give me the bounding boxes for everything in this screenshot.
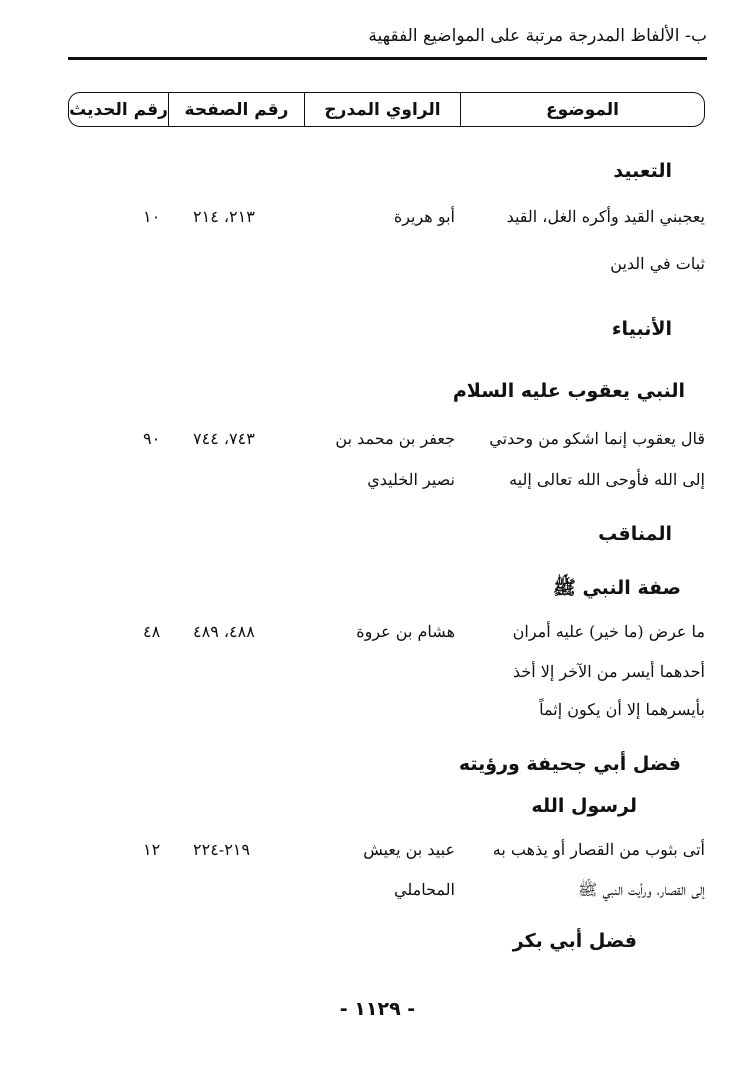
section-heading-taabud: التعبيد	[613, 160, 672, 182]
entry-row	[68, 207, 705, 237]
entry-hadith-number: ٩٠	[143, 429, 161, 448]
subsection-heading-sifat: صفة النبي ﷺ	[552, 577, 681, 599]
entry-narrator: المحاملي	[394, 880, 455, 899]
entry-text: بأيسرهما إلا أن يكون إثماً	[539, 700, 705, 719]
subsection-heading-abi-juhayfa: فضل أبي جحيفة ورؤيته	[458, 753, 681, 775]
entry-row	[68, 840, 705, 870]
entry-text: إلى القصار، ورأيت النبي ﷺ	[578, 880, 705, 899]
table-header	[68, 92, 705, 127]
section-heading-manaqib: المناقب	[598, 523, 672, 545]
entry-row-continued	[68, 700, 705, 730]
entry-narrator: هشام بن عروة	[356, 622, 455, 641]
entry-text: قال يعقوب إنما اشكو من وحدتي	[489, 429, 705, 448]
entry-row	[68, 622, 705, 652]
entry-narrator: عبيد بن يعيش	[363, 840, 455, 859]
entry-hadith-number: ١٢	[143, 840, 161, 859]
subsection-heading-abi-bakr: فضل أبي بكر	[512, 930, 637, 952]
entry-text: أتى بثوب من القصار أو يذهب به	[492, 840, 705, 859]
entry-pages: ٤٨٨، ٤٨٩	[193, 622, 255, 641]
entry-text: ما عرض (ما خير) عليه أمران	[512, 622, 705, 641]
subsection-heading-abi-juhayfa-cont: لرسول الله	[531, 795, 637, 817]
page-number: - ١١٢٩ -	[339, 998, 416, 1020]
entry-text: ثبات في الدين	[610, 254, 705, 273]
subsection-heading-yaqub: النبي يعقوب عليه السلام	[452, 380, 685, 402]
entry-pages: ٢١٩-٢٢٤	[193, 840, 250, 859]
header-rule	[68, 57, 707, 60]
entry-row-continued	[68, 662, 705, 692]
entry-text: يعجبني القيد وأكره الغل، القيد	[506, 207, 705, 226]
entry-hadith-number: ٤٨	[143, 622, 161, 641]
entry-pages: ٧٤٣، ٧٤٤	[193, 429, 255, 448]
running-header: ب- الألفاظ المدرجة مرتبة على المواضيع الفقهية	[368, 26, 707, 46]
column-header-narrator: الراوي المدرج	[304, 93, 460, 126]
entry-text: إلى الله فأوحى الله تعالى إليه	[509, 470, 705, 489]
column-header-topic: الموضوع	[460, 93, 704, 126]
entry-narrator: أبو هريرة	[393, 207, 455, 226]
entry-text: أحدهما أيسر من الآخر إلا أخذ	[512, 662, 705, 681]
entry-row-continued	[68, 254, 705, 284]
entry-row-continued	[68, 470, 705, 500]
column-header-hadith: رقم الحديث	[69, 99, 168, 120]
entry-hadith-number: ١٠	[143, 207, 161, 226]
entry-row-continued	[68, 880, 705, 910]
section-heading-anbiya: الأنبياء	[611, 318, 672, 340]
column-header-page: رقم الصفحة	[168, 93, 304, 126]
entry-narrator: جعفر بن محمد بن	[335, 429, 455, 448]
entry-narrator: نصير الخليدي	[367, 470, 455, 489]
entry-row	[68, 429, 705, 459]
entry-pages: ٢١٣، ٢١٤	[193, 207, 255, 226]
